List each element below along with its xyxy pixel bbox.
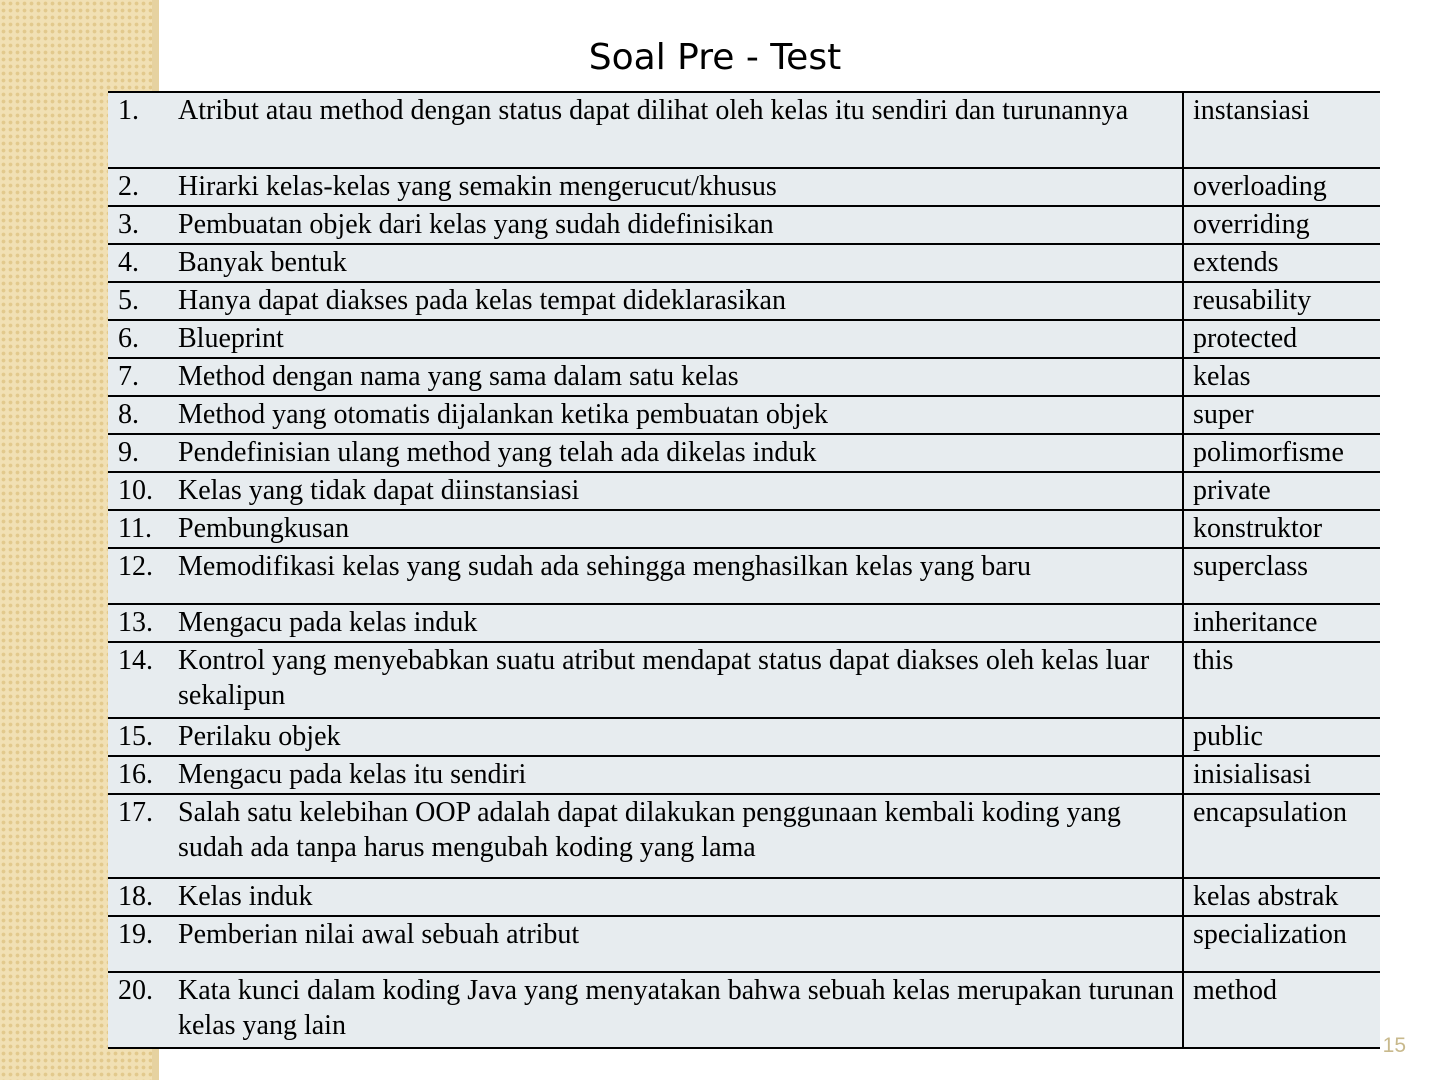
answer-option: encapsulation xyxy=(1183,794,1380,878)
table-row xyxy=(108,320,1380,358)
table-row xyxy=(108,718,1380,756)
table-row xyxy=(108,548,1380,604)
answer-option: this xyxy=(1183,642,1380,718)
question-text: Kontrol yang menyebabkan suatu atribut mendapat status dapat diakses oleh kelas luar sekalipun xyxy=(178,642,1183,718)
question-number: 10. xyxy=(108,472,178,510)
table-row xyxy=(108,244,1380,282)
answer-option: private xyxy=(1183,472,1380,510)
question-text: Salah satu kelebihan OOP adalah dapat dilakukan penggunaan kembali koding yang sudah ada tanpa harus mengubah koding yang lama xyxy=(178,794,1183,878)
question-number: 13. xyxy=(108,604,178,642)
question-number: 7. xyxy=(108,358,178,396)
question-text: Blueprint xyxy=(178,320,1183,358)
question-number: 19. xyxy=(108,916,178,972)
question-number: 15. xyxy=(108,718,178,756)
question-text: Kelas induk xyxy=(178,878,1183,916)
table-row xyxy=(108,510,1380,548)
answer-option: inheritance xyxy=(1183,604,1380,642)
quiz-table xyxy=(108,91,1380,1049)
table-row xyxy=(108,434,1380,472)
answer-option: extends xyxy=(1183,244,1380,282)
question-number: 8. xyxy=(108,396,178,434)
question-number: 16. xyxy=(108,756,178,794)
table-row xyxy=(108,878,1380,916)
question-number: 5. xyxy=(108,282,178,320)
slide-title: Soal Pre - Test xyxy=(588,37,842,78)
table-row xyxy=(108,396,1380,434)
answer-option: superclass xyxy=(1183,548,1380,604)
answer-option: public xyxy=(1183,718,1380,756)
question-text: Mengacu pada kelas induk xyxy=(178,604,1183,642)
answer-option: protected xyxy=(1183,320,1380,358)
question-text: Pembungkusan xyxy=(178,510,1183,548)
answer-option: specialization xyxy=(1183,916,1380,972)
question-text: Memodifikasi kelas yang sudah ada sehingga menghasilkan kelas yang baru xyxy=(178,548,1183,604)
question-text: Hanya dapat diakses pada kelas tempat dideklarasikan xyxy=(178,282,1183,320)
table-row xyxy=(108,472,1380,510)
table-row xyxy=(108,794,1380,878)
page-number: 15 xyxy=(1382,1034,1406,1057)
question-number: 12. xyxy=(108,548,178,604)
question-text: Perilaku objek xyxy=(178,718,1183,756)
question-text: Kata kunci dalam koding Java yang menyatakan bahwa sebuah kelas merupakan turunan kelas yang lain xyxy=(178,972,1183,1048)
table-row xyxy=(108,358,1380,396)
answer-option: kelas xyxy=(1183,358,1380,396)
table-row xyxy=(108,168,1380,206)
question-text: Kelas yang tidak dapat diinstansiasi xyxy=(178,472,1183,510)
answer-option: overriding xyxy=(1183,206,1380,244)
question-text: Mengacu pada kelas itu sendiri xyxy=(178,756,1183,794)
table-row xyxy=(108,756,1380,794)
question-number: 20. xyxy=(108,972,178,1048)
question-text: Banyak bentuk xyxy=(178,244,1183,282)
question-number: 14. xyxy=(108,642,178,718)
question-number: 3. xyxy=(108,206,178,244)
question-number: 1. xyxy=(108,92,178,168)
table-row xyxy=(108,604,1380,642)
question-text: Atribut atau method dengan status dapat dilihat oleh kelas itu sendiri dan turunannya xyxy=(178,92,1183,168)
question-text: Hirarki kelas-kelas yang semakin mengerucut/khusus xyxy=(178,168,1183,206)
answer-option: overloading xyxy=(1183,168,1380,206)
question-number: 4. xyxy=(108,244,178,282)
answer-option: instansiasi xyxy=(1183,92,1380,168)
answer-option: reusability xyxy=(1183,282,1380,320)
answer-option: inisialisasi xyxy=(1183,756,1380,794)
answer-option: kelas abstrak xyxy=(1183,878,1380,916)
question-number: 18. xyxy=(108,878,178,916)
question-number: 6. xyxy=(108,320,178,358)
question-number: 11. xyxy=(108,510,178,548)
table-row xyxy=(108,92,1380,168)
answer-option: konstruktor xyxy=(1183,510,1380,548)
question-number: 9. xyxy=(108,434,178,472)
table-row xyxy=(108,206,1380,244)
answer-option: method xyxy=(1183,972,1380,1048)
question-number: 17. xyxy=(108,794,178,878)
answer-option: polimorfisme xyxy=(1183,434,1380,472)
answer-option: super xyxy=(1183,396,1380,434)
table-row xyxy=(108,282,1380,320)
table-row xyxy=(108,916,1380,972)
table-row xyxy=(108,972,1380,1048)
table-row xyxy=(108,642,1380,718)
question-text: Method dengan nama yang sama dalam satu kelas xyxy=(178,358,1183,396)
question-text: Pendefinisian ulang method yang telah ada dikelas induk xyxy=(178,434,1183,472)
question-number: 2. xyxy=(108,168,178,206)
question-text: Pemberian nilai awal sebuah atribut xyxy=(178,916,1183,972)
question-text: Pembuatan objek dari kelas yang sudah didefinisikan xyxy=(178,206,1183,244)
quiz-table-body xyxy=(108,92,1380,1048)
question-text: Method yang otomatis dijalankan ketika pembuatan objek xyxy=(178,396,1183,434)
